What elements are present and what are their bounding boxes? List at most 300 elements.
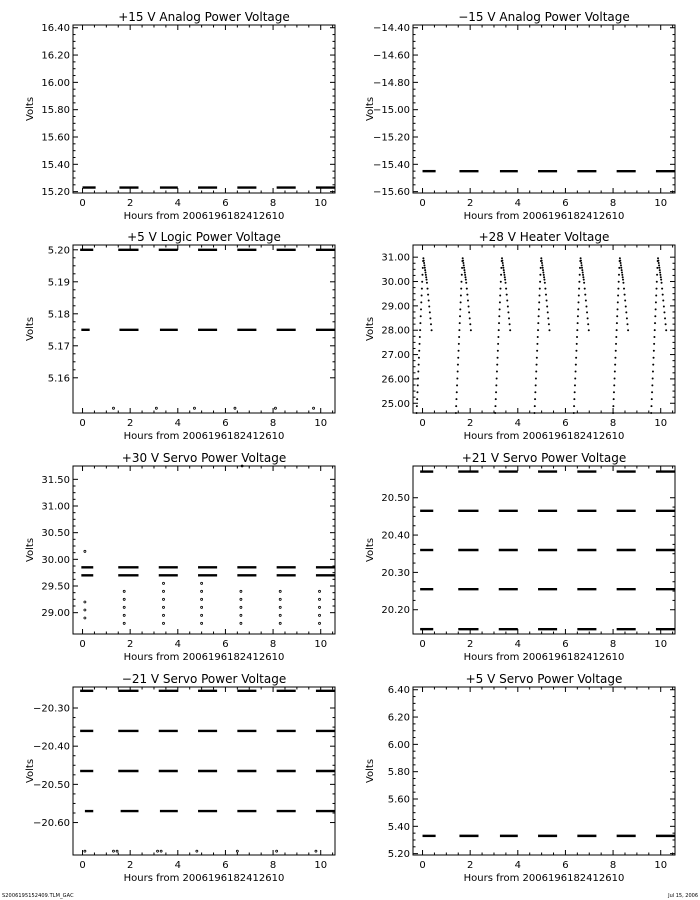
y-tick-label: 16.20 xyxy=(41,50,70,62)
data-point xyxy=(501,257,503,259)
data-point xyxy=(613,391,615,393)
plot-frame xyxy=(413,687,675,855)
data-point xyxy=(651,391,653,393)
data-point xyxy=(319,622,321,624)
data-point xyxy=(416,391,418,393)
data-point xyxy=(661,282,663,284)
data-point xyxy=(653,357,655,359)
data-point xyxy=(587,317,589,319)
data-point xyxy=(163,582,165,584)
x-axis-label: Hours from 2006196182412610 xyxy=(463,211,625,222)
data-point xyxy=(470,329,472,331)
x-tick-label: 10 xyxy=(654,198,668,209)
data-point xyxy=(612,412,614,414)
data-point xyxy=(544,288,546,290)
data-point xyxy=(656,288,658,290)
y-tick-label: −20.50 xyxy=(32,779,70,791)
data-point xyxy=(462,257,464,259)
data-point xyxy=(426,279,428,281)
data-point xyxy=(196,850,198,852)
data-point xyxy=(420,308,422,310)
data-point xyxy=(499,301,501,303)
data-point xyxy=(416,412,418,414)
data-point xyxy=(658,267,660,269)
data-point xyxy=(313,407,315,409)
panel-plus-28-v-heater-voltage xyxy=(365,230,675,442)
data-point xyxy=(535,371,537,373)
data-point xyxy=(461,267,463,269)
data-point xyxy=(201,606,203,608)
data-point xyxy=(573,398,575,400)
data-point xyxy=(627,329,629,331)
y-tick-label: −20.40 xyxy=(32,741,70,753)
data-point xyxy=(507,305,509,307)
data-point xyxy=(580,262,582,264)
data-point xyxy=(575,357,577,359)
data-point xyxy=(274,407,276,409)
data-point xyxy=(276,850,278,852)
data-point xyxy=(576,336,578,338)
data-point xyxy=(574,377,576,379)
data-point xyxy=(577,322,579,324)
x-axis-label: Hours from 2006196182412610 xyxy=(123,873,285,884)
footer-date: Jul 15, 2006 xyxy=(668,893,698,899)
chart-title: −15 V Analog Power Voltage xyxy=(458,10,630,24)
data-point xyxy=(664,317,666,319)
y-tick-label: 15.60 xyxy=(41,132,70,144)
data-point xyxy=(575,350,577,352)
x-tick-label: 6 xyxy=(222,860,229,871)
y-tick-label: 6.00 xyxy=(387,739,410,751)
chart-title: −21 V Servo Power Voltage xyxy=(121,672,287,686)
y-tick-label: −20.60 xyxy=(32,818,70,830)
panel-minus-21-v-servo-power-voltage xyxy=(25,672,335,884)
data-point xyxy=(279,590,281,592)
data-point xyxy=(655,295,657,297)
x-tick-label: 0 xyxy=(79,198,86,209)
y-tick-label: 15.40 xyxy=(41,159,70,171)
data-point xyxy=(619,260,621,262)
data-point xyxy=(463,264,465,266)
data-point xyxy=(201,582,203,584)
x-tick-label: 6 xyxy=(562,860,569,871)
data-point xyxy=(505,288,507,290)
y-tick-label: 15.20 xyxy=(41,187,70,199)
data-point xyxy=(543,279,545,281)
y-axis-label: Volts xyxy=(25,96,36,122)
data-point xyxy=(585,305,587,307)
data-point xyxy=(84,550,86,552)
data-point xyxy=(657,260,659,262)
data-point xyxy=(500,281,502,283)
data-point xyxy=(457,364,459,366)
x-tick-label: 8 xyxy=(269,860,277,871)
data-point xyxy=(585,300,587,302)
data-point xyxy=(460,301,462,303)
y-tick-label: 20.50 xyxy=(381,493,410,505)
y-tick-label: −15.20 xyxy=(372,132,410,144)
data-point xyxy=(579,267,581,269)
data-point xyxy=(541,262,543,264)
chart-title: +5 V Logic Power Voltage xyxy=(127,230,281,244)
data-point xyxy=(506,294,508,296)
data-point xyxy=(421,288,423,290)
data-point xyxy=(421,281,423,283)
data-point xyxy=(123,590,125,592)
x-tick-label: 4 xyxy=(174,860,181,871)
x-tick-label: 0 xyxy=(419,860,426,871)
data-point xyxy=(469,323,471,325)
data-point xyxy=(615,336,617,338)
data-point xyxy=(617,308,619,310)
data-point xyxy=(651,398,653,400)
data-point xyxy=(319,590,321,592)
data-point xyxy=(123,606,125,608)
data-point xyxy=(319,606,321,608)
data-point xyxy=(462,260,464,262)
data-point xyxy=(464,271,466,273)
data-point xyxy=(614,357,616,359)
data-point xyxy=(536,364,538,366)
y-tick-label: 16.40 xyxy=(41,23,70,35)
data-point xyxy=(430,323,432,325)
y-tick-label: 29.00 xyxy=(41,608,70,620)
data-point xyxy=(112,407,114,409)
y-tick-label: 30.50 xyxy=(41,528,70,540)
y-tick-label: 5.20 xyxy=(387,849,410,861)
data-point xyxy=(620,267,622,269)
data-point xyxy=(498,322,500,324)
data-point xyxy=(581,269,583,271)
data-point xyxy=(662,300,664,302)
y-tick-label: −20.30 xyxy=(32,703,70,715)
data-point xyxy=(502,267,504,269)
x-tick-label: 2 xyxy=(466,198,474,209)
data-point xyxy=(417,377,419,379)
data-point xyxy=(456,391,458,393)
data-point xyxy=(240,614,242,616)
data-point xyxy=(618,281,620,283)
x-tick-label: 2 xyxy=(126,860,134,871)
data-point xyxy=(201,590,203,592)
data-point xyxy=(621,269,623,271)
y-tick-label: 20.20 xyxy=(381,605,410,617)
data-point xyxy=(425,274,427,276)
data-point xyxy=(618,267,620,269)
data-point xyxy=(463,267,465,269)
data-point xyxy=(465,282,467,284)
x-tick-label: 8 xyxy=(609,860,617,871)
data-point xyxy=(625,311,627,313)
y-tick-label: 5.19 xyxy=(47,277,70,289)
y-tick-label: 20.30 xyxy=(381,567,410,579)
data-point xyxy=(584,288,586,290)
data-point xyxy=(541,260,543,262)
data-point xyxy=(494,412,496,414)
data-point xyxy=(665,323,667,325)
chart-title: +21 V Servo Power Voltage xyxy=(461,451,627,465)
y-tick-label: 31.00 xyxy=(41,501,70,513)
data-point xyxy=(504,276,506,278)
x-axis-label: Hours from 2006196182412610 xyxy=(463,652,625,663)
x-tick-label: 0 xyxy=(419,639,426,650)
data-point xyxy=(456,384,458,386)
data-point xyxy=(467,300,469,302)
data-point xyxy=(234,407,236,409)
data-point xyxy=(417,371,419,373)
data-point xyxy=(574,391,576,393)
data-point xyxy=(613,384,615,386)
data-point xyxy=(496,377,498,379)
data-point xyxy=(279,622,281,624)
data-point xyxy=(123,598,125,600)
data-point xyxy=(503,271,505,273)
data-point xyxy=(575,371,577,373)
data-point xyxy=(542,267,544,269)
x-tick-label: 4 xyxy=(514,860,521,871)
y-tick-label: 5.16 xyxy=(47,373,70,385)
x-tick-label: 10 xyxy=(314,198,328,209)
x-tick-label: 4 xyxy=(514,198,521,209)
data-point xyxy=(621,271,623,273)
data-point xyxy=(652,377,654,379)
x-tick-label: 10 xyxy=(654,860,668,871)
y-tick-label: −15.40 xyxy=(372,159,410,171)
x-axis-label: Hours from 2006196182412610 xyxy=(463,431,625,442)
data-point xyxy=(622,279,624,281)
data-point xyxy=(456,377,458,379)
data-point xyxy=(575,364,577,366)
data-point xyxy=(160,850,162,852)
data-point xyxy=(534,391,536,393)
data-point xyxy=(577,315,579,317)
panel-plus-5-v-servo-power-voltage xyxy=(365,672,675,884)
data-point xyxy=(84,850,86,852)
data-point xyxy=(455,398,457,400)
data-point xyxy=(422,267,424,269)
x-tick-label: 6 xyxy=(222,198,229,209)
data-point xyxy=(622,276,624,278)
data-point xyxy=(622,282,624,284)
data-point xyxy=(624,300,626,302)
x-tick-label: 10 xyxy=(314,418,328,429)
data-point xyxy=(458,350,460,352)
data-point xyxy=(626,323,628,325)
data-point xyxy=(580,257,582,259)
data-point xyxy=(422,257,424,259)
data-point xyxy=(460,288,462,290)
data-point xyxy=(651,384,653,386)
data-point xyxy=(501,260,503,262)
data-point xyxy=(509,329,511,331)
data-point xyxy=(625,305,627,307)
data-point xyxy=(431,329,433,331)
x-tick-label: 8 xyxy=(609,418,617,429)
data-point xyxy=(495,384,497,386)
data-point xyxy=(498,315,500,317)
x-tick-label: 4 xyxy=(514,639,521,650)
chart-title: +30 V Servo Power Voltage xyxy=(121,451,287,465)
y-tick-label: 29.50 xyxy=(41,581,70,593)
data-point xyxy=(424,267,426,269)
data-point xyxy=(578,281,580,283)
data-point xyxy=(537,336,539,338)
x-tick-label: 10 xyxy=(654,639,668,650)
y-tick-label: 26.00 xyxy=(381,374,410,386)
data-point xyxy=(578,295,580,297)
data-point xyxy=(459,315,461,317)
data-point xyxy=(617,301,619,303)
data-point xyxy=(123,622,125,624)
data-point xyxy=(545,294,547,296)
data-point xyxy=(503,274,505,276)
y-tick-label: −14.60 xyxy=(372,50,410,62)
y-tick-label: 5.60 xyxy=(387,794,410,806)
data-point xyxy=(419,343,421,345)
data-point xyxy=(659,274,661,276)
data-point xyxy=(503,269,505,271)
data-point xyxy=(612,405,614,407)
data-point xyxy=(548,323,550,325)
data-point xyxy=(539,295,541,297)
data-point xyxy=(653,336,655,338)
data-point xyxy=(418,350,420,352)
x-tick-label: 10 xyxy=(314,639,328,650)
data-point xyxy=(84,609,86,611)
data-point xyxy=(497,357,499,359)
data-point xyxy=(656,267,658,269)
data-point xyxy=(506,300,508,302)
data-point xyxy=(653,343,655,345)
data-point xyxy=(417,384,419,386)
data-point xyxy=(576,329,578,331)
data-point xyxy=(543,274,545,276)
y-tick-label: 30.00 xyxy=(381,277,410,289)
data-point xyxy=(498,329,500,331)
data-point xyxy=(663,311,665,313)
data-point xyxy=(419,322,421,324)
data-point xyxy=(653,350,655,352)
x-axis-label: Hours from 2006196182412610 xyxy=(463,873,625,884)
data-point xyxy=(201,614,203,616)
data-point xyxy=(461,274,463,276)
data-point xyxy=(577,308,579,310)
x-tick-label: 4 xyxy=(174,418,181,429)
data-point xyxy=(163,614,165,616)
data-point xyxy=(420,301,422,303)
data-point xyxy=(537,322,539,324)
data-point xyxy=(419,329,421,331)
data-point xyxy=(655,301,657,303)
x-tick-label: 2 xyxy=(466,418,474,429)
data-point xyxy=(614,364,616,366)
data-point xyxy=(614,371,616,373)
data-point xyxy=(497,336,499,338)
data-point xyxy=(315,850,317,852)
x-axis-label: Hours from 2006196182412610 xyxy=(123,431,285,442)
y-axis-label: Volts xyxy=(25,537,36,563)
data-point xyxy=(587,323,589,325)
data-point xyxy=(463,269,465,271)
data-point xyxy=(507,311,509,313)
data-point xyxy=(618,274,620,276)
data-point xyxy=(499,308,501,310)
data-point xyxy=(509,323,511,325)
data-point xyxy=(421,274,423,276)
y-axis-label: Volts xyxy=(365,758,376,784)
data-point xyxy=(617,295,619,297)
data-point xyxy=(535,384,537,386)
data-point xyxy=(616,329,618,331)
data-point xyxy=(650,405,652,407)
data-point xyxy=(650,412,652,414)
data-point xyxy=(620,264,622,266)
y-axis-label: Volts xyxy=(25,316,36,342)
data-point xyxy=(615,343,617,345)
data-point xyxy=(616,322,618,324)
data-point xyxy=(665,329,667,331)
x-tick-label: 2 xyxy=(126,418,134,429)
data-point xyxy=(535,377,537,379)
footer-filename: S2006195152409.TLM_GAC xyxy=(2,893,74,899)
data-point xyxy=(495,391,497,393)
plot-frame xyxy=(73,25,335,193)
data-point xyxy=(544,282,546,284)
x-tick-label: 0 xyxy=(419,418,426,429)
data-point xyxy=(459,308,461,310)
data-point xyxy=(460,295,462,297)
data-point xyxy=(457,357,459,359)
data-point xyxy=(163,598,165,600)
data-point xyxy=(279,614,281,616)
data-point xyxy=(240,598,242,600)
x-tick-label: 8 xyxy=(609,639,617,650)
y-tick-label: −14.40 xyxy=(372,23,410,35)
data-point xyxy=(457,371,459,373)
y-tick-label: −14.80 xyxy=(372,77,410,89)
data-point xyxy=(155,407,157,409)
data-point xyxy=(505,282,507,284)
x-tick-label: 2 xyxy=(126,198,134,209)
y-axis-label: Volts xyxy=(365,96,376,122)
data-point xyxy=(534,405,536,407)
data-point xyxy=(424,269,426,271)
y-tick-label: 27.00 xyxy=(381,350,410,362)
data-point xyxy=(496,371,498,373)
data-point xyxy=(458,329,460,331)
data-point xyxy=(84,617,86,619)
data-point xyxy=(163,606,165,608)
x-tick-label: 8 xyxy=(609,198,617,209)
data-point xyxy=(427,294,429,296)
data-point xyxy=(538,308,540,310)
data-point xyxy=(548,329,550,331)
data-point xyxy=(428,300,430,302)
data-point xyxy=(573,405,575,407)
data-point xyxy=(537,329,539,331)
data-point xyxy=(613,398,615,400)
data-point xyxy=(497,343,499,345)
y-tick-label: 25.00 xyxy=(381,398,410,410)
data-point xyxy=(536,357,538,359)
data-point xyxy=(546,300,548,302)
data-point xyxy=(588,329,590,331)
data-point xyxy=(536,343,538,345)
data-point xyxy=(462,262,464,264)
data-point xyxy=(499,288,501,290)
data-point xyxy=(419,336,421,338)
data-point xyxy=(429,317,431,319)
